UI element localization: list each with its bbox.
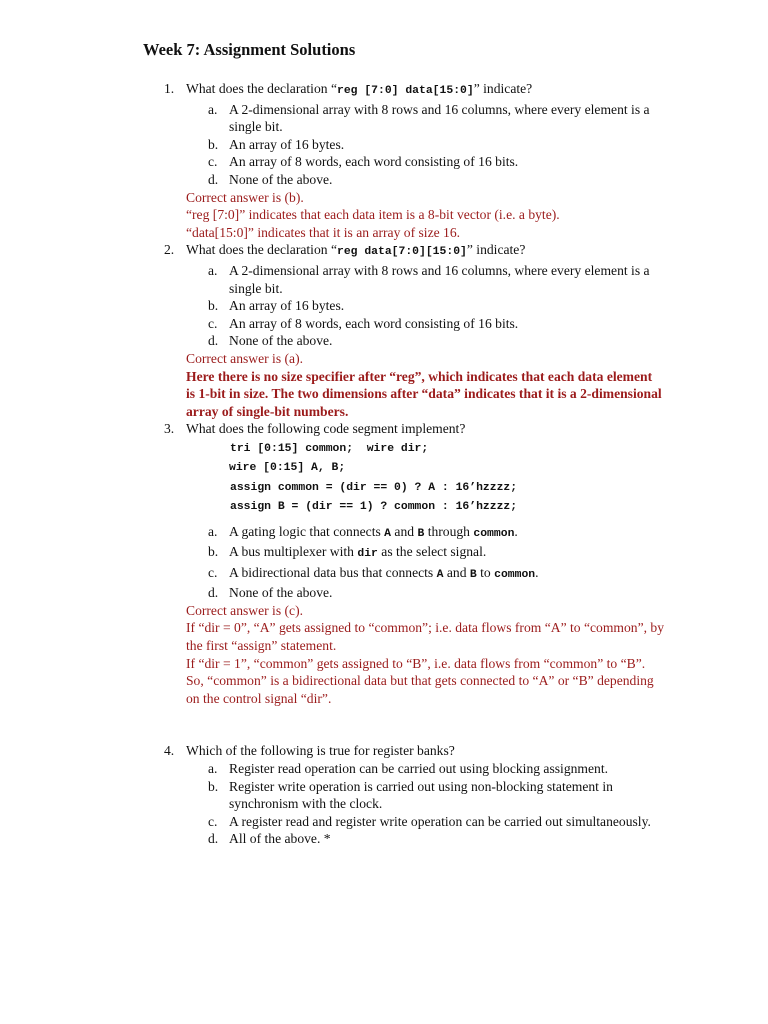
option-list [164,262,664,350]
inline-code: B [417,527,425,540]
page-title: Week 7: Assignment Solutions [143,40,356,59]
question-number: 2. [164,242,175,258]
option-letter: c. [208,564,218,580]
option-text: A gating logic that connects [229,523,385,539]
option-d [164,584,664,602]
option-c [164,813,664,831]
question-text: ” indicate? [473,81,533,96]
code-line: assign common = (dir == 0) ? A : 16’hzzzz; [230,481,518,494]
question-text: ” indicate? [466,242,526,258]
option-letter: b. [208,778,219,794]
option-text: A 2-dimensional array with 8 rows and 16 columns, where every element is a single bit. [229,101,650,135]
code-line: assign B = (dir == 1) ? common : 16’hzzzz; [230,501,518,514]
option-text: Register write operation is carried out using non-blocking statement in synchronism with the clock. [229,778,613,812]
option-letter: c. [208,154,218,170]
answer-block [164,350,664,420]
inline-code: dir [357,548,378,561]
option-text: A 2-dimensional array with 8 rows and 16 columns, where every element is a single bit. [229,262,650,296]
option-text: through [424,523,474,539]
option-text: An array of 8 words, each word consisting of 16 bits. [229,154,519,170]
option-a [164,523,664,544]
question-number: 1. [164,81,175,96]
option-list [164,523,664,602]
code-line: wire [0:15] A, B; [229,462,346,475]
inline-code: A [436,568,444,581]
answer-line: If “dir = 1”, “common” gets assigned to “B”, i.e. data flows from “common” to “B”. [186,655,646,671]
option-b [164,543,664,564]
question-3 [164,420,664,707]
question-number: 4. [164,743,175,759]
option-letter: a. [208,262,218,278]
answer-line: Correct answer is (a). [186,350,304,366]
answer-line: Correct answer is (b). [186,189,304,205]
question-text: Which of the following is true for register banks? [186,743,455,759]
inline-code: B [469,568,477,581]
option-text: An array of 8 words, each word consisting of 16 bits. [229,315,519,331]
option-c [164,315,664,333]
answer-line: “data[15:0]” indicates that it is an array of size 16. [186,224,461,240]
option-b [164,297,664,315]
option-list [164,760,664,848]
question-text: What does the following code segment implement? [186,421,466,437]
option-text: A bidirectional data bus that connects [229,564,437,580]
option-b [164,778,664,813]
option-text: Register read operation can be carried out using blocking assignment. [229,761,608,777]
option-c [164,153,664,171]
option-text: . [535,564,539,580]
question-1-text [164,80,664,101]
option-letter: d. [208,333,219,349]
option-text: to [476,564,495,580]
question-list [164,80,664,848]
option-text: All of the above. * [229,831,331,847]
option-letter: b. [208,298,219,314]
question-3-text [164,420,664,438]
option-a [164,101,664,136]
option-text: None of the above. [229,333,333,349]
option-c [164,564,664,585]
option-a [164,262,664,297]
question-text: What does the declaration “ [186,81,337,96]
option-text: None of the above. [229,585,333,601]
option-text: None of the above. [229,171,333,187]
option-letter: c. [208,813,218,829]
question-4-text [164,742,664,760]
option-letter: a. [208,523,218,539]
question-text: What does the declaration “ [186,242,337,258]
option-list [164,101,664,189]
question-4 [164,742,664,848]
question-2-text [164,241,664,262]
question-2 [164,241,664,420]
option-b [164,136,664,154]
option-text: as the select signal. [377,544,487,560]
answer-block [164,602,664,708]
option-letter: b. [208,544,219,560]
answer-explanation: Here there is no size specifier after “reg”, which indicates that each data element is 1-bit in size. The two dimensions after “data” indicates that it is a 2-dimensional array of single-bit numbers. [186,368,662,419]
option-text: . [514,523,518,539]
option-letter: d. [208,585,219,601]
question-1 [164,80,664,241]
option-letter: b. [208,136,219,152]
inline-code: reg [7:0] data[15:0] [336,85,474,97]
answer-line: “reg [7:0]” indicates that each data item is a 8-bit vector (i.e. a byte). [186,207,560,223]
option-d [164,830,664,848]
option-text: An array of 16 bytes. [229,136,345,152]
option-text: A bus multiplexer with [229,544,358,560]
answer-line: Correct answer is (c). [186,602,304,618]
inline-code: common [494,568,536,581]
option-letter: a. [208,761,218,777]
spacer [164,707,664,742]
option-d [164,332,664,350]
inline-code: common [473,527,515,540]
answer-line: If “dir = 0”, “A” gets assigned to “common”; i.e. data flows from “A” to “common”, by the first “assign” statement. [186,620,665,654]
option-letter: a. [208,101,218,117]
option-d [164,171,664,189]
inline-code: reg data[7:0][15:0] [336,246,467,259]
option-text: An array of 16 bytes. [229,298,345,314]
option-text: and [391,523,418,539]
option-letter: c. [208,315,218,331]
inline-code: A [384,527,392,540]
option-text: A register read and register write operation can be carried out simultaneously. [229,813,651,829]
question-number: 3. [164,421,175,437]
answer-line: So, “common” is a bidirectional data but that gets connected to “A” or “B” depending on the control signal “dir”. [186,673,654,706]
code-block [164,440,664,518]
option-text: and [443,564,470,580]
option-letter: d. [208,831,219,847]
option-letter: d. [208,171,219,187]
answer-block [164,189,664,242]
option-a [164,760,664,778]
code-line: tri [0:15] common; wire dir; [230,442,429,455]
